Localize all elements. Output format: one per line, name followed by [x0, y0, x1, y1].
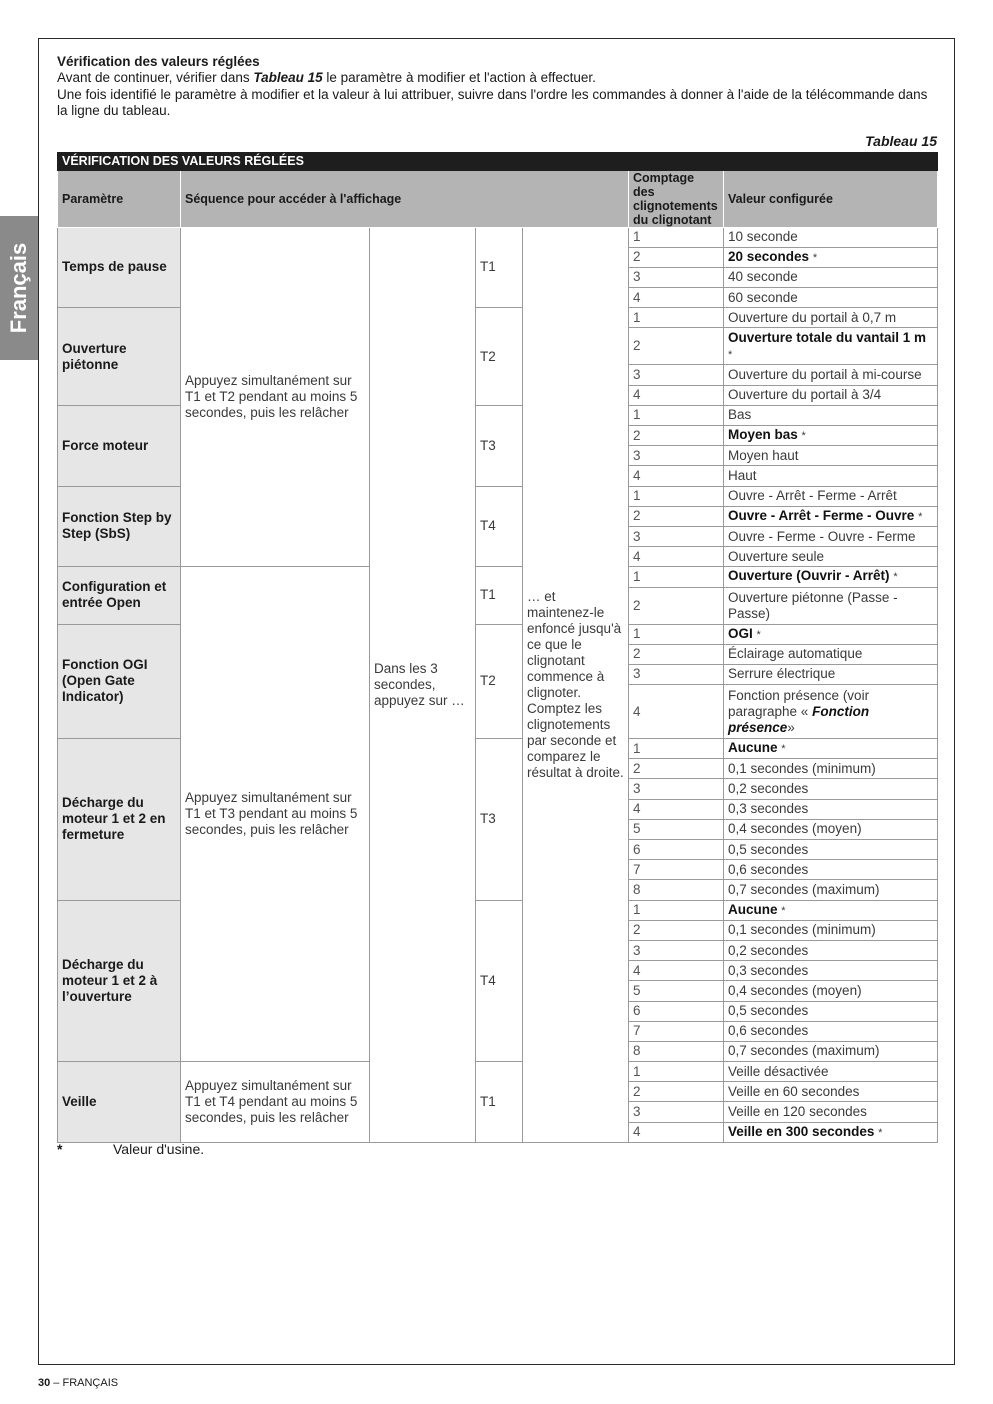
- value-text: Ouverture du portail à mi-course: [728, 367, 922, 383]
- blink-count-cell: 3: [629, 664, 724, 684]
- value-text: Moyen haut: [728, 447, 799, 463]
- blink-count-cell: 3: [629, 526, 724, 546]
- value-text: Moyen bas: [728, 427, 798, 443]
- sequence-hold-cell: Appuyez simultanément sur T1 et T4 pendant au moins 5 secondes, puis les relâcher: [181, 1062, 370, 1143]
- value-cell: [724, 1062, 938, 1082]
- button-key-cell: T4: [476, 900, 523, 1062]
- value-text: Bas: [728, 407, 752, 423]
- section-title: Vérification des valeurs réglées: [57, 54, 260, 69]
- blink-count-cell: 8: [629, 880, 724, 900]
- value-text: Ouvre - Arrêt - Ferme - Ouvre: [728, 507, 915, 523]
- value-cell: [724, 385, 938, 405]
- factory-default-star: *: [878, 1126, 883, 1139]
- value-text: 10 seconde: [728, 229, 798, 245]
- value-text: Veille désactivée: [728, 1063, 829, 1079]
- blink-count-cell: 1: [629, 227, 724, 247]
- parameter-cell: Ouverture piétonne: [58, 308, 181, 406]
- value-cell: [724, 547, 938, 567]
- value-cell: [724, 664, 938, 684]
- button-key-cell: T1: [476, 1062, 523, 1143]
- value-cell: [724, 644, 938, 664]
- value-cell: [724, 288, 938, 308]
- blink-count-cell: 8: [629, 1041, 724, 1061]
- blink-count-cell: 4: [629, 466, 724, 486]
- value-text: Serrure électrique: [728, 666, 836, 682]
- value-reference-close: »: [787, 719, 795, 735]
- blink-count-cell: 1: [629, 308, 724, 328]
- folio-separator: –: [50, 1377, 63, 1389]
- page-number: 30: [38, 1377, 51, 1389]
- value-cell: [724, 920, 938, 940]
- parameter-cell: Configuration et entrée Open: [58, 567, 181, 624]
- value-cell: [724, 267, 938, 287]
- factory-default-star: *: [893, 571, 898, 584]
- factory-default-star: *: [781, 904, 786, 917]
- blink-count-cell: 3: [629, 940, 724, 960]
- blink-count-cell: 2: [629, 426, 724, 446]
- value-cell: [724, 739, 938, 759]
- blink-count-cell: 7: [629, 1021, 724, 1041]
- value-text: Haut: [728, 467, 757, 483]
- parameter-cell: Fonction OGI (Open Gate Indicator): [58, 624, 181, 739]
- value-text: 20 secondes: [728, 248, 810, 264]
- blink-count-cell: 3: [629, 446, 724, 466]
- value-text: Ouverture piétonne (Passe - Passe): [728, 589, 898, 621]
- value-text: Veille en 60 secondes: [728, 1083, 860, 1099]
- blink-count-cell: 2: [629, 587, 724, 624]
- blink-count-cell: 6: [629, 1001, 724, 1021]
- value-text: 0,4 secondes (moyen): [728, 982, 862, 998]
- value-text: Ouvre - Arrêt - Ferme - Arrêt: [728, 488, 897, 504]
- value-cell: [724, 900, 938, 920]
- intro-line-2: Une fois identifié le paramètre à modifier et la valeur à lui attribuer, suivre dans l'ordre les commandes à donner à l'aide de la télécommande dans la ligne du tableau.: [57, 86, 928, 118]
- factory-default-star: *: [781, 743, 786, 756]
- value-text: 0,4 secondes (moyen): [728, 821, 862, 837]
- header-blink-count: Comptage des clignotements du clignotant: [629, 170, 724, 227]
- button-key-cell: T3: [476, 405, 523, 486]
- blink-count-cell: 4: [629, 288, 724, 308]
- sequence-hold-cell: Appuyez simultanément sur T1 et T2 pendant au moins 5 secondes, puis les relâcher: [181, 227, 370, 567]
- value-cell: [724, 526, 938, 546]
- blink-count-cell: 5: [629, 981, 724, 1001]
- blink-count-cell: 3: [629, 779, 724, 799]
- footnote: [57, 1141, 204, 1157]
- parameter-cell: Décharge du moteur 1 et 2 en fermeture: [58, 739, 181, 901]
- blink-count-cell: 1: [629, 405, 724, 425]
- factory-default-star: *: [728, 348, 733, 361]
- value-cell: [724, 587, 938, 624]
- blink-count-cell: 2: [629, 1082, 724, 1102]
- blink-count-cell: 1: [629, 486, 724, 506]
- blink-count-cell: 2: [629, 247, 724, 267]
- within-3s-cell: Dans les 3 secondes, appuyez sur …: [370, 227, 476, 1142]
- blink-count-cell: 2: [629, 759, 724, 779]
- value-text: Ouvre - Ferme - Ouvre - Ferme: [728, 528, 916, 544]
- value-cell: [724, 1021, 938, 1041]
- page-folio: [38, 1377, 118, 1389]
- value-cell: [724, 685, 938, 739]
- button-key-cell: T4: [476, 486, 523, 567]
- value-cell: [724, 624, 938, 644]
- value-cell: [724, 1082, 938, 1102]
- blink-count-cell: 2: [629, 920, 724, 940]
- value-text: Veille en 120 secondes: [728, 1104, 867, 1120]
- value-text: 0,5 secondes: [728, 1003, 809, 1019]
- value-text: Veille en 300 secondes: [728, 1123, 875, 1139]
- parameter-cell: Fonction Step by Step (SbS): [58, 486, 181, 567]
- header-parameter: Paramètre: [58, 170, 181, 227]
- value-cell: [724, 405, 938, 425]
- value-cell: [724, 328, 938, 365]
- blink-count-cell: 4: [629, 385, 724, 405]
- button-key-cell: T1: [476, 227, 523, 308]
- intro-line-1-pre: Avant de continuer, vérifier dans: [57, 70, 254, 85]
- blink-count-cell: 1: [629, 624, 724, 644]
- value-text: OGI: [728, 625, 753, 641]
- value-text: Aucune: [728, 740, 778, 756]
- value-cell: [724, 779, 938, 799]
- intro-line-1-post: le paramètre à modifier et l'action à effectuer.: [322, 70, 596, 85]
- value-text: 0,5 secondes: [728, 841, 809, 857]
- value-cell: [724, 880, 938, 900]
- button-key-cell: T2: [476, 624, 523, 739]
- factory-default-star: *: [918, 510, 923, 523]
- table-banner-row: [58, 152, 938, 170]
- value-text: 0,7 secondes (maximum): [728, 1043, 880, 1059]
- value-cell: [724, 1102, 938, 1122]
- factory-default-star: *: [756, 628, 761, 641]
- value-cell: [724, 446, 938, 466]
- value-cell: [724, 840, 938, 860]
- blink-count-cell: 2: [629, 328, 724, 365]
- value-cell: [724, 308, 938, 328]
- values-table: [57, 152, 938, 1143]
- value-cell: [724, 506, 938, 526]
- folio-language: FRANÇAIS: [62, 1377, 119, 1389]
- value-cell: [724, 940, 938, 960]
- value-text: 0,6 secondes: [728, 1023, 809, 1039]
- blink-count-cell: 4: [629, 961, 724, 981]
- button-key-cell: T2: [476, 308, 523, 406]
- value-text: 0,3 secondes: [728, 962, 809, 978]
- value-text: Ouverture du portail à 0,7 m: [728, 309, 897, 325]
- blink-count-cell: 1: [629, 1062, 724, 1082]
- value-text: 0,2 secondes: [728, 942, 809, 958]
- value-text: Ouverture du portail à 3/4: [728, 387, 882, 403]
- sequence-hold-cell: Appuyez simultanément sur T1 et T3 pendant au moins 5 secondes, puis les relâcher: [181, 567, 370, 1062]
- value-cell: [724, 819, 938, 839]
- parameter-cell: Temps de pause: [58, 227, 181, 308]
- value-cell: [724, 1122, 938, 1142]
- table-caption: Tableau 15: [865, 132, 937, 149]
- value-text: 0,2 secondes: [728, 781, 809, 797]
- blink-count-cell: 2: [629, 644, 724, 664]
- value-cell: [724, 247, 938, 267]
- content: [57, 54, 937, 1143]
- blink-count-cell: 4: [629, 799, 724, 819]
- value-cell: [724, 567, 938, 587]
- button-key-cell: T1: [476, 567, 523, 624]
- parameter-cell: Force moteur: [58, 405, 181, 486]
- table-banner: VÉRIFICATION DES VALEURS RÉGLÉES: [58, 152, 938, 170]
- blink-count-cell: 3: [629, 1102, 724, 1122]
- blink-count-cell: 4: [629, 1122, 724, 1142]
- blink-count-cell: 1: [629, 900, 724, 920]
- value-text: Ouverture seule: [728, 548, 825, 564]
- blink-count-cell: 4: [629, 547, 724, 567]
- value-text: 60 seconde: [728, 289, 798, 305]
- table-row: [58, 567, 938, 587]
- value-cell: [724, 981, 938, 1001]
- keep-pressed-cell: … et maintenez-le enfoncé jusqu'à ce que le clignotant commence à clignoter. Comptez les clignotements par seconde et comparez le résultat à droite.: [523, 227, 629, 1142]
- value-text: 0,1 secondes (minimum): [728, 760, 876, 776]
- intro-table-reference: Tableau 15: [253, 70, 323, 85]
- blink-count-cell: 7: [629, 860, 724, 880]
- value-cell: [724, 860, 938, 880]
- value-text: Aucune: [728, 901, 778, 917]
- value-text: 0,3 secondes: [728, 801, 809, 817]
- footnote-mark: *: [57, 1141, 63, 1157]
- blink-count-cell: 3: [629, 365, 724, 385]
- value-text: 0,7 secondes (maximum): [728, 881, 880, 897]
- blink-count-cell: 1: [629, 739, 724, 759]
- button-key-cell: T3: [476, 739, 523, 901]
- language-side-tab: [0, 216, 38, 360]
- table-row: [58, 227, 938, 247]
- value-text: 0,1 secondes (minimum): [728, 922, 876, 938]
- value-text: 40 seconde: [728, 269, 798, 285]
- value-cell: [724, 486, 938, 506]
- header-value: Valeur configurée: [724, 170, 938, 227]
- value-text: Ouverture totale du vantail 1 m: [728, 329, 927, 345]
- blink-count-cell: 6: [629, 840, 724, 860]
- blink-count-cell: 4: [629, 685, 724, 739]
- value-cell: [724, 426, 938, 446]
- table-header-row: [58, 170, 938, 227]
- parameter-cell: Veille: [58, 1062, 181, 1143]
- value-cell: [724, 227, 938, 247]
- blink-count-cell: 3: [629, 267, 724, 287]
- value-text: Fonction présence (voir paragraphe «: [728, 687, 870, 719]
- blink-count-cell: 1: [629, 567, 724, 587]
- value-cell: [724, 799, 938, 819]
- factory-default-star: *: [812, 251, 818, 264]
- value-reference-text: Fonction présence: [728, 703, 870, 735]
- blink-count-cell: 2: [629, 506, 724, 526]
- footnote-text: Valeur d'usine.: [113, 1141, 205, 1157]
- value-text: 0,6 secondes: [728, 861, 809, 877]
- value-text: Ouverture (Ouvrir - Arrêt): [728, 568, 890, 584]
- blink-count-cell: 5: [629, 819, 724, 839]
- value-cell: [724, 1041, 938, 1061]
- value-text: Éclairage automatique: [728, 646, 863, 662]
- value-cell: [724, 466, 938, 486]
- table-row: [58, 1062, 938, 1082]
- value-cell: [724, 759, 938, 779]
- value-cell: [724, 1001, 938, 1021]
- value-cell: [724, 961, 938, 981]
- intro-line-1: [57, 70, 937, 87]
- language-tab-label: Français: [6, 242, 31, 334]
- header-sequence: Séquence pour accéder à l'affichage: [181, 170, 629, 227]
- factory-default-star: *: [801, 430, 806, 443]
- parameter-cell: Décharge du moteur 1 et 2 à l’ouverture: [58, 900, 181, 1062]
- value-cell: [724, 365, 938, 385]
